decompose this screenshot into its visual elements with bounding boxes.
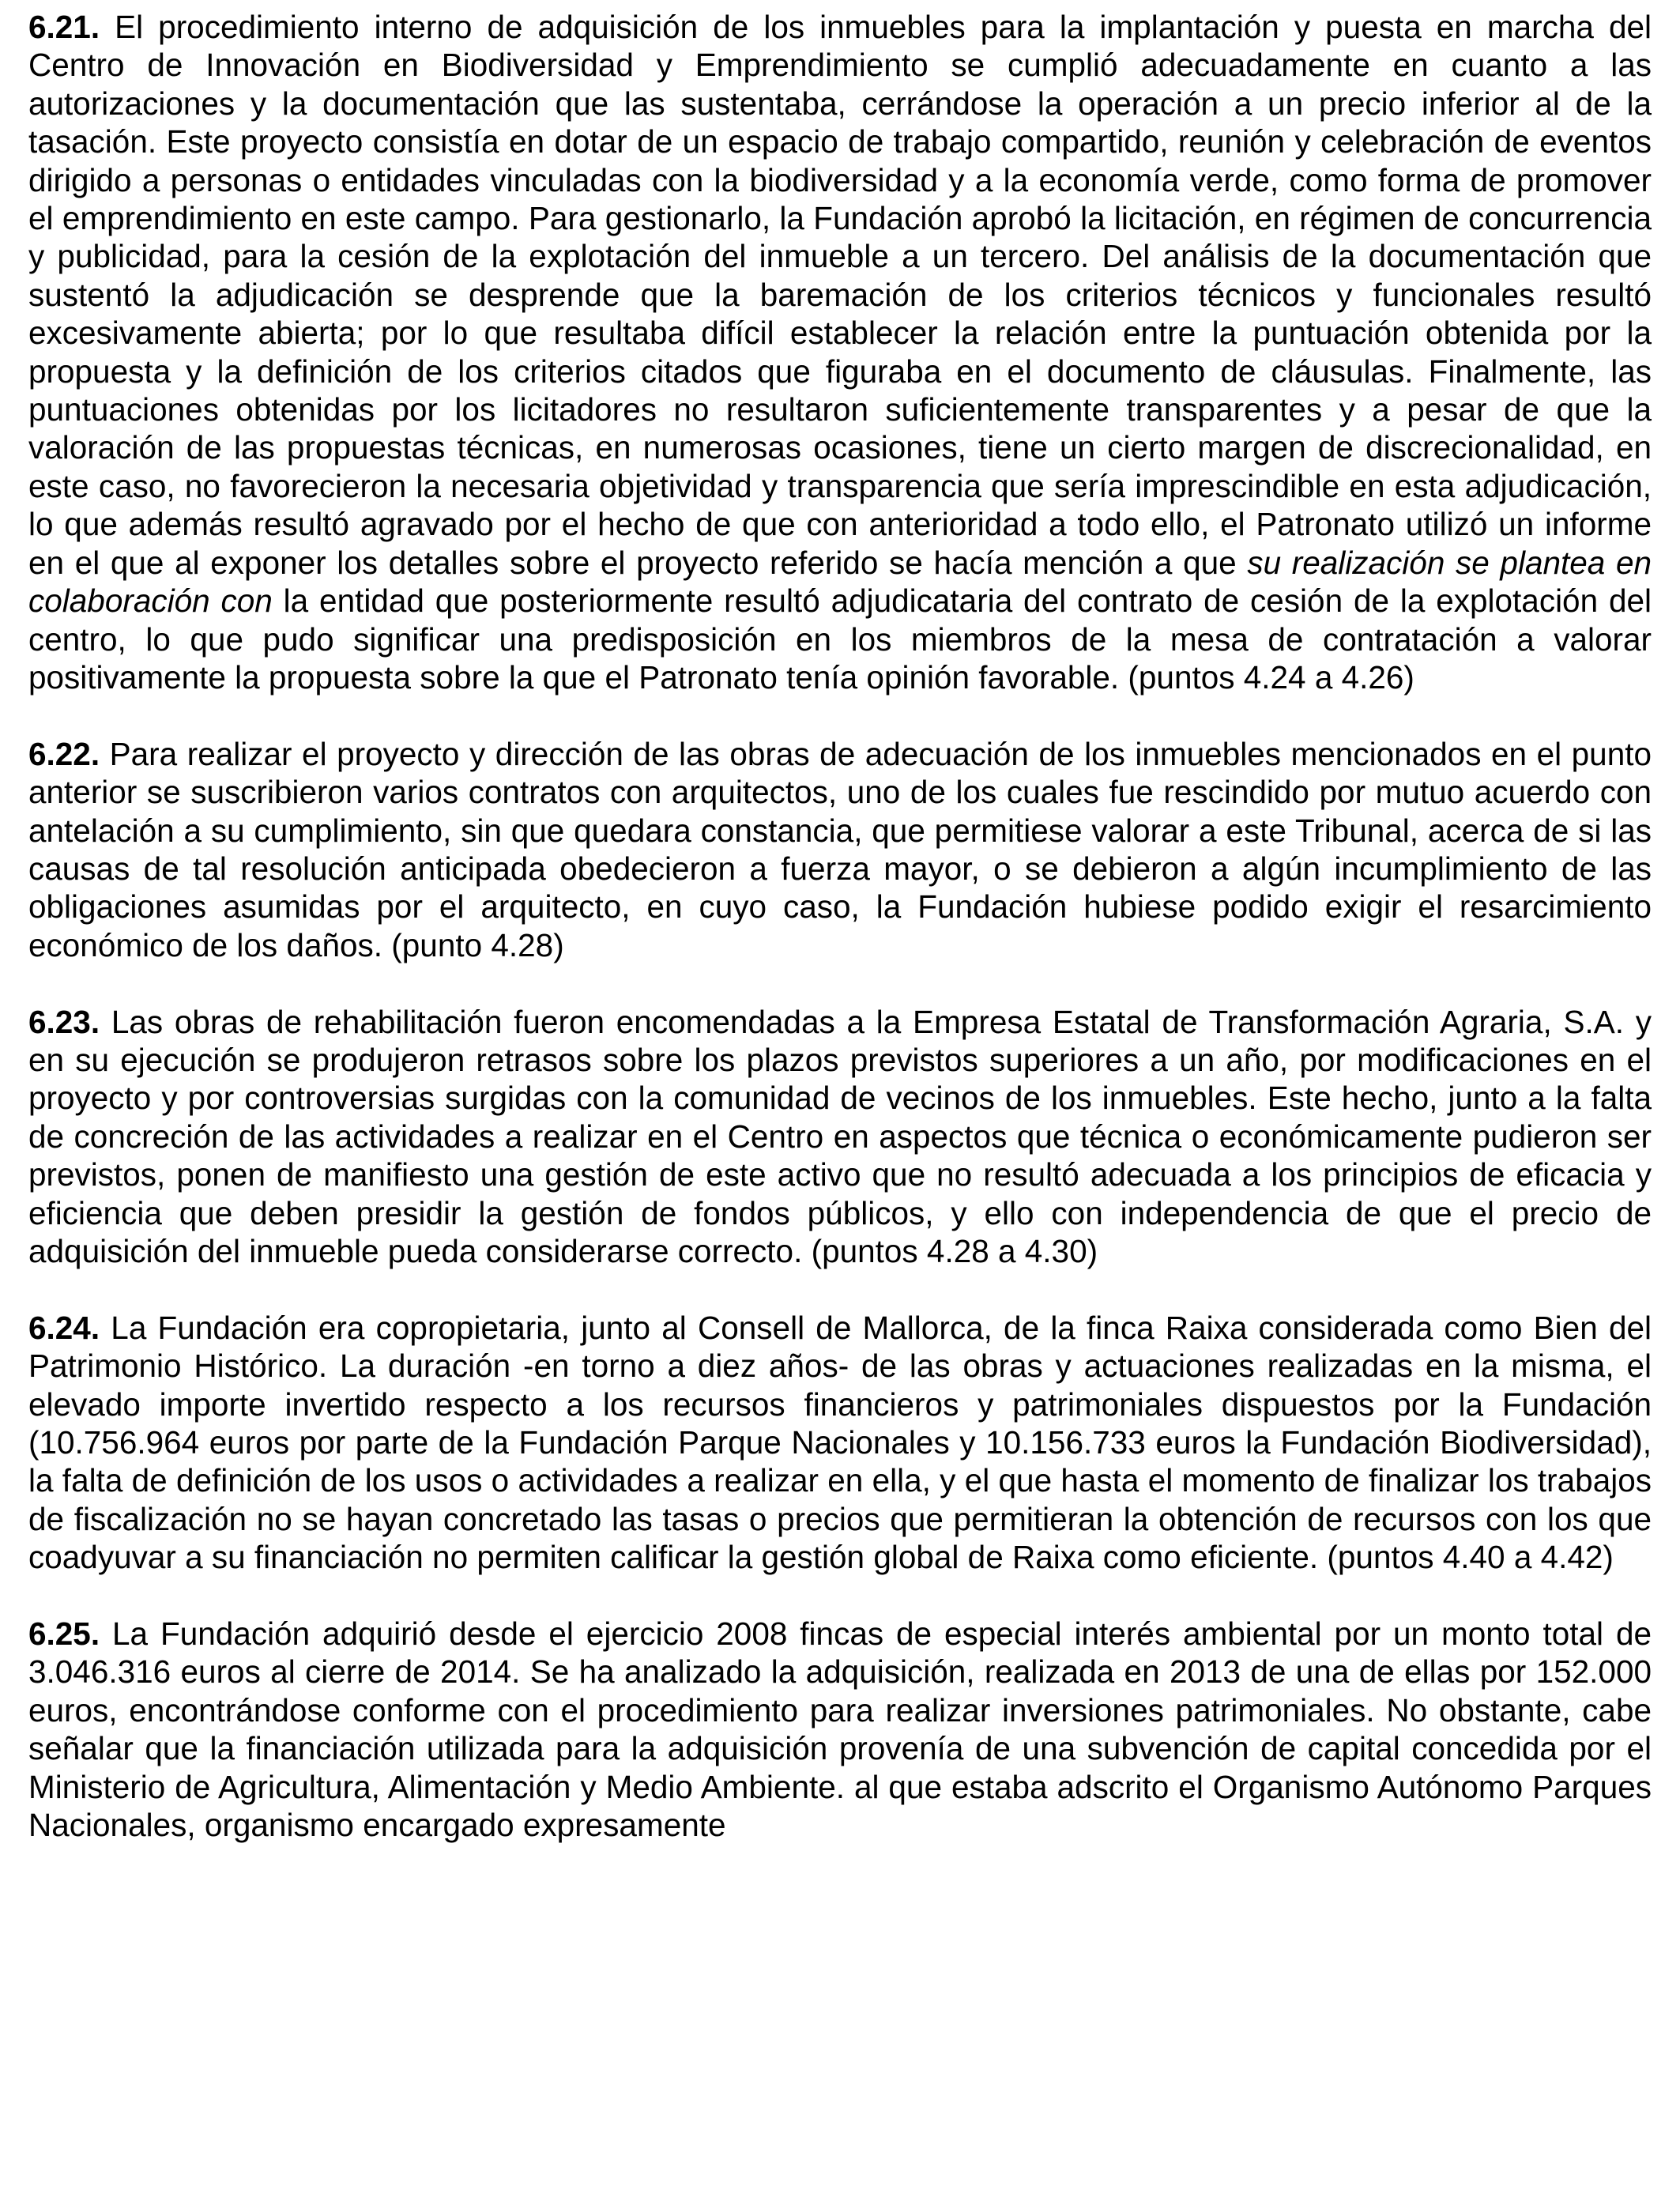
document-page <box>28 8 1652 1883</box>
paragraph-number: 6.22. <box>28 735 100 772</box>
paragraph-number: 6.25. <box>28 1615 100 1652</box>
paragraph-text: La Fundación era copropietaria, junto al Consell de Mallorca, de la finca Raixa considerada como Bien del Patrimonio Histórico. La duración -en torno a diez años- de las obras y actuaciones realizadas en la misma, el elevado importe invertido respecto a los recursos financieros y patrimoniales dispuestos por la Fundación (10.756.964 euros por parte de la Fundación Parque Nacionales y 10.156.733 euros la Fundación Biodiversidad), la falta de definición de los usos o actividades a realizar en ella, y el que hasta el momento de finalizar los trabajos de fiscalización no se hayan concretado las tasas o precios que permitieran la obtención de recursos con los que coadyuvar a su financiación no permiten calificar la gestión global de Raixa como eficiente. (puntos 4.40 a 4.42) <box>28 1309 1652 1576</box>
paragraph-6-21 <box>28 8 1652 696</box>
paragraph-number: 6.23. <box>28 1003 100 1040</box>
paragraph-text: la entidad que posteriormente resultó adjudicataria del contrato de cesión de la explotación del centro, lo que pudo significar una predisposición en los miembros de la mesa de contratación a valorar positivamente la propuesta sobre la que el Patronato tenía opinión favorable. (puntos 4.24 a 4.26) <box>28 582 1652 696</box>
paragraph-text-italic: su realización se plantea en colaboración con <box>28 544 1652 620</box>
paragraph-6-24 <box>28 1309 1652 1577</box>
paragraph-number: 6.24. <box>28 1309 100 1346</box>
paragraph-6-23 <box>28 1003 1652 1271</box>
paragraph-number: 6.21. <box>28 9 100 45</box>
paragraph-text: Las obras de rehabilitación fueron encomendadas a la Empresa Estatal de Transformación Agraria, S.A. y en su ejecución se produjeron retrasos sobre los plazos previstos superiores a un año, por modificaciones en el proyecto y por controversias surgidas con la comunidad de vecinos de los inmuebles. Este hecho, junto a la falta de concreción de las actividades a realizar en el Centro en aspectos que técnica o económicamente pudieron ser previstos, ponen de manifiesto una gestión de este activo que no resultó adecuada a los principios de eficacia y eficiencia que deben presidir la gestión de fondos públicos, y ello con independencia de que el precio de adquisición del inmueble pueda considerarse correcto. (puntos 4.28 a 4.30) <box>28 1003 1652 1269</box>
paragraph-text: Para realizar el proyecto y dirección de las obras de adecuación de los inmuebles mencionados en el punto anterior se suscribieron varios contratos con arquitectos, uno de los cuales fue rescindido por mutuo acuerdo con antelación a su cumplimiento, sin que quedara constancia, que permitiese valorar a este Tribunal, acerca de si las causas de tal resolución anticipada obedecieron a fuerza mayor, o se debieron a algún incumplimiento de las obligaciones asumidas por el arquitecto, en cuyo caso, la Fundación hubiese podido exigir el resarcimiento económico de los daños. (punto 4.28) <box>28 735 1652 963</box>
paragraph-text: El procedimiento interno de adquisición de los inmuebles para la implantación y puesta en marcha del Centro de Innovación en Biodiversidad y Emprendimiento se cumplió adecuadamente en cuanto a las autorizaciones y la documentación que las sustentaba, cerrándose la operación a un precio inferior al de la tasación. Este proyecto consistía en dotar de un espacio de trabajo compartido, reunión y celebración de eventos dirigido a personas o entidades vinculadas con la biodiversidad y a la economía verde, como forma de promover el emprendimiento en este campo. Para gestionarlo, la Fundación aprobó la licitación, en régimen de concurrencia y publicidad, para la cesión de la explotación del inmueble a un tercero. Del análisis de la documentación que sustentó la adjudicación se desprende que la baremación de los criterios técnicos y funcionales resultó excesivamente abierta; por lo que resultaba difícil establecer la relación entre la puntuación obtenida por la propuesta y la definición de los criterios citados que figuraba en el documento de cláusulas. Finalmente, las puntuaciones obtenidas por los licitadores no resultaron suficientemente transparentes y a pesar de que la valoración de las propuestas técnicas, en numerosas ocasiones, tiene un cierto margen de discrecionalidad, en este caso, no favorecieron la necesaria objetividad y transparencia que sería imprescindible en esta adjudicación, lo que además resultó agravado por el hecho de que con anterioridad a todo ello, el Patronato utilizó un informe en el que al exponer los detalles sobre el proyecto referido se hacía mención a que <box>28 9 1652 581</box>
paragraph-6-22 <box>28 735 1652 964</box>
paragraph-6-25 <box>28 1615 1652 1844</box>
paragraph-text: La Fundación adquirió desde el ejercicio 2008 fincas de especial interés ambiental por un monto total de 3.046.316 euros al cierre de 2014. Se ha analizado la adquisición, realizada en 2013 de una de ellas por 152.000 euros, encontrándose conforme con el procedimiento para realizar inversiones patrimoniales. No obstante, cabe señalar que la financiación utilizada para la adquisición provenía de una subvención de capital concedida por el Ministerio de Agricultura, Alimentación y Medio Ambiente. al que estaba adscrito el Organismo Autónomo Parques Nacionales, organismo encargado expresamente <box>28 1615 1652 1844</box>
